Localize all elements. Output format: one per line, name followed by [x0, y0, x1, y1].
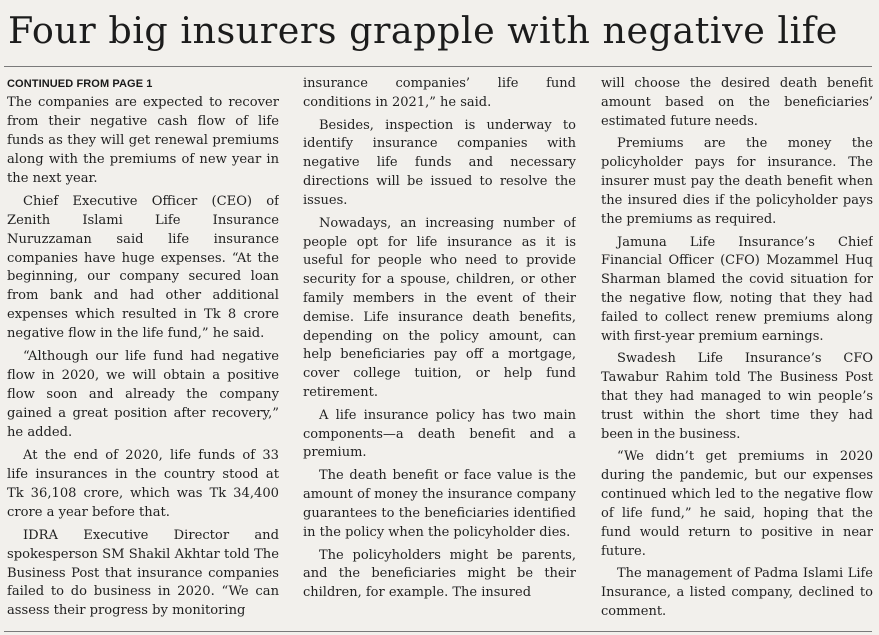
paragraph: The death benefit or face value is the amount of money the insurance company guarantees to the beneficiaries identified in the policy when the policyholder dies.: [303, 468, 576, 540]
article-column-1: [7, 75, 279, 627]
paragraph: A life insurance policy has two main components—a death benefit and a premium.: [303, 407, 576, 461]
paragraph: insurance companies’ life fund conditions in 2021,” he said.: [303, 76, 576, 110]
article-column-3: [601, 75, 873, 627]
paragraph: Premiums are the money the policyholder pays for insurance. The insurer must pay the death benefit when the insured dies if the policyholder pays the premiums as required.: [601, 136, 873, 227]
paragraph: “Although our life fund had negative flow in 2020, we will obtain a positive flow soon and already the company gained a great position after recovery,” he added.: [7, 349, 279, 440]
paragraph: Besides, inspection is underway to identify insurance companies with negative life funds and necessary directions will be issued to resolve the issues.: [303, 117, 576, 208]
headline: Four big insurers grapple with negative life: [8, 9, 838, 52]
paragraph: “We didn’t get premiums in 2020 during the pandemic, but our expenses continued which led to the negative flow of life fund,” he said, hoping that the fund would return to positive in near future.: [601, 449, 873, 559]
paragraph: IDRA Executive Director and spokesperson SM Shakil Akhtar told The Business Post that insurance companies failed to do business in 2020. “We can assess their progress by monitoring: [7, 527, 279, 619]
headline-divider: [4, 66, 872, 67]
paragraph: The companies are expected to recover from their negative cash flow of life funds as they will get renewal premiums along with the premiums of new year in the next year.: [7, 95, 279, 186]
bottom-divider: [4, 631, 872, 632]
article-column-2: [303, 75, 576, 627]
paragraph: The policyholders might be parents, and the beneficiaries might be their children, for example. The insured: [303, 547, 576, 601]
paragraph: Chief Executive Officer (CEO) of Zenith Islami Life Insurance Nuruzzaman said life insurance companies have huge expenses. “At the beginning, our company secured loan from bank and had other additional expenses which resulted in Tk 8 crore negative flow in the life fund,” he said.: [7, 193, 279, 342]
paragraph: Swadesh Life Insurance’s CFO Tawabur Rahim told The Business Post that they had managed to win people’s trust within the short time they had been in the business.: [601, 351, 873, 442]
paragraph: At the end of 2020, life funds of 33 life insurances in the country stood at Tk 36,108 crore, which was Tk 34,400 crore a year before that.: [7, 447, 279, 520]
paragraph: The management of Padma Islami Life Insurance, a listed company, declined to comment.: [601, 566, 873, 619]
paragraph: will choose the desired death benefit amount based on the beneficiaries’ estimated future needs.: [601, 76, 873, 129]
paragraph: Nowadays, an increasing number of people opt for life insurance as it is useful for people who need to provide security for a spouse, children, or other family members in the event of their demise. Life insurance death benefits, depending on the policy amount, can help beneficiaries pay off a mortgage, cover college tuition, or help fund retirement.: [303, 215, 576, 400]
paragraph: Jamuna Life Insurance’s Chief Financial Officer (CFO) Mozammel Huq Sharman blamed the covid situation for the negative flow, noting that they had failed to collect renew premiums along with first-year premium earnings.: [601, 234, 873, 344]
continued-from-kicker: CONTINUED FROM PAGE 1: [7, 78, 153, 90]
